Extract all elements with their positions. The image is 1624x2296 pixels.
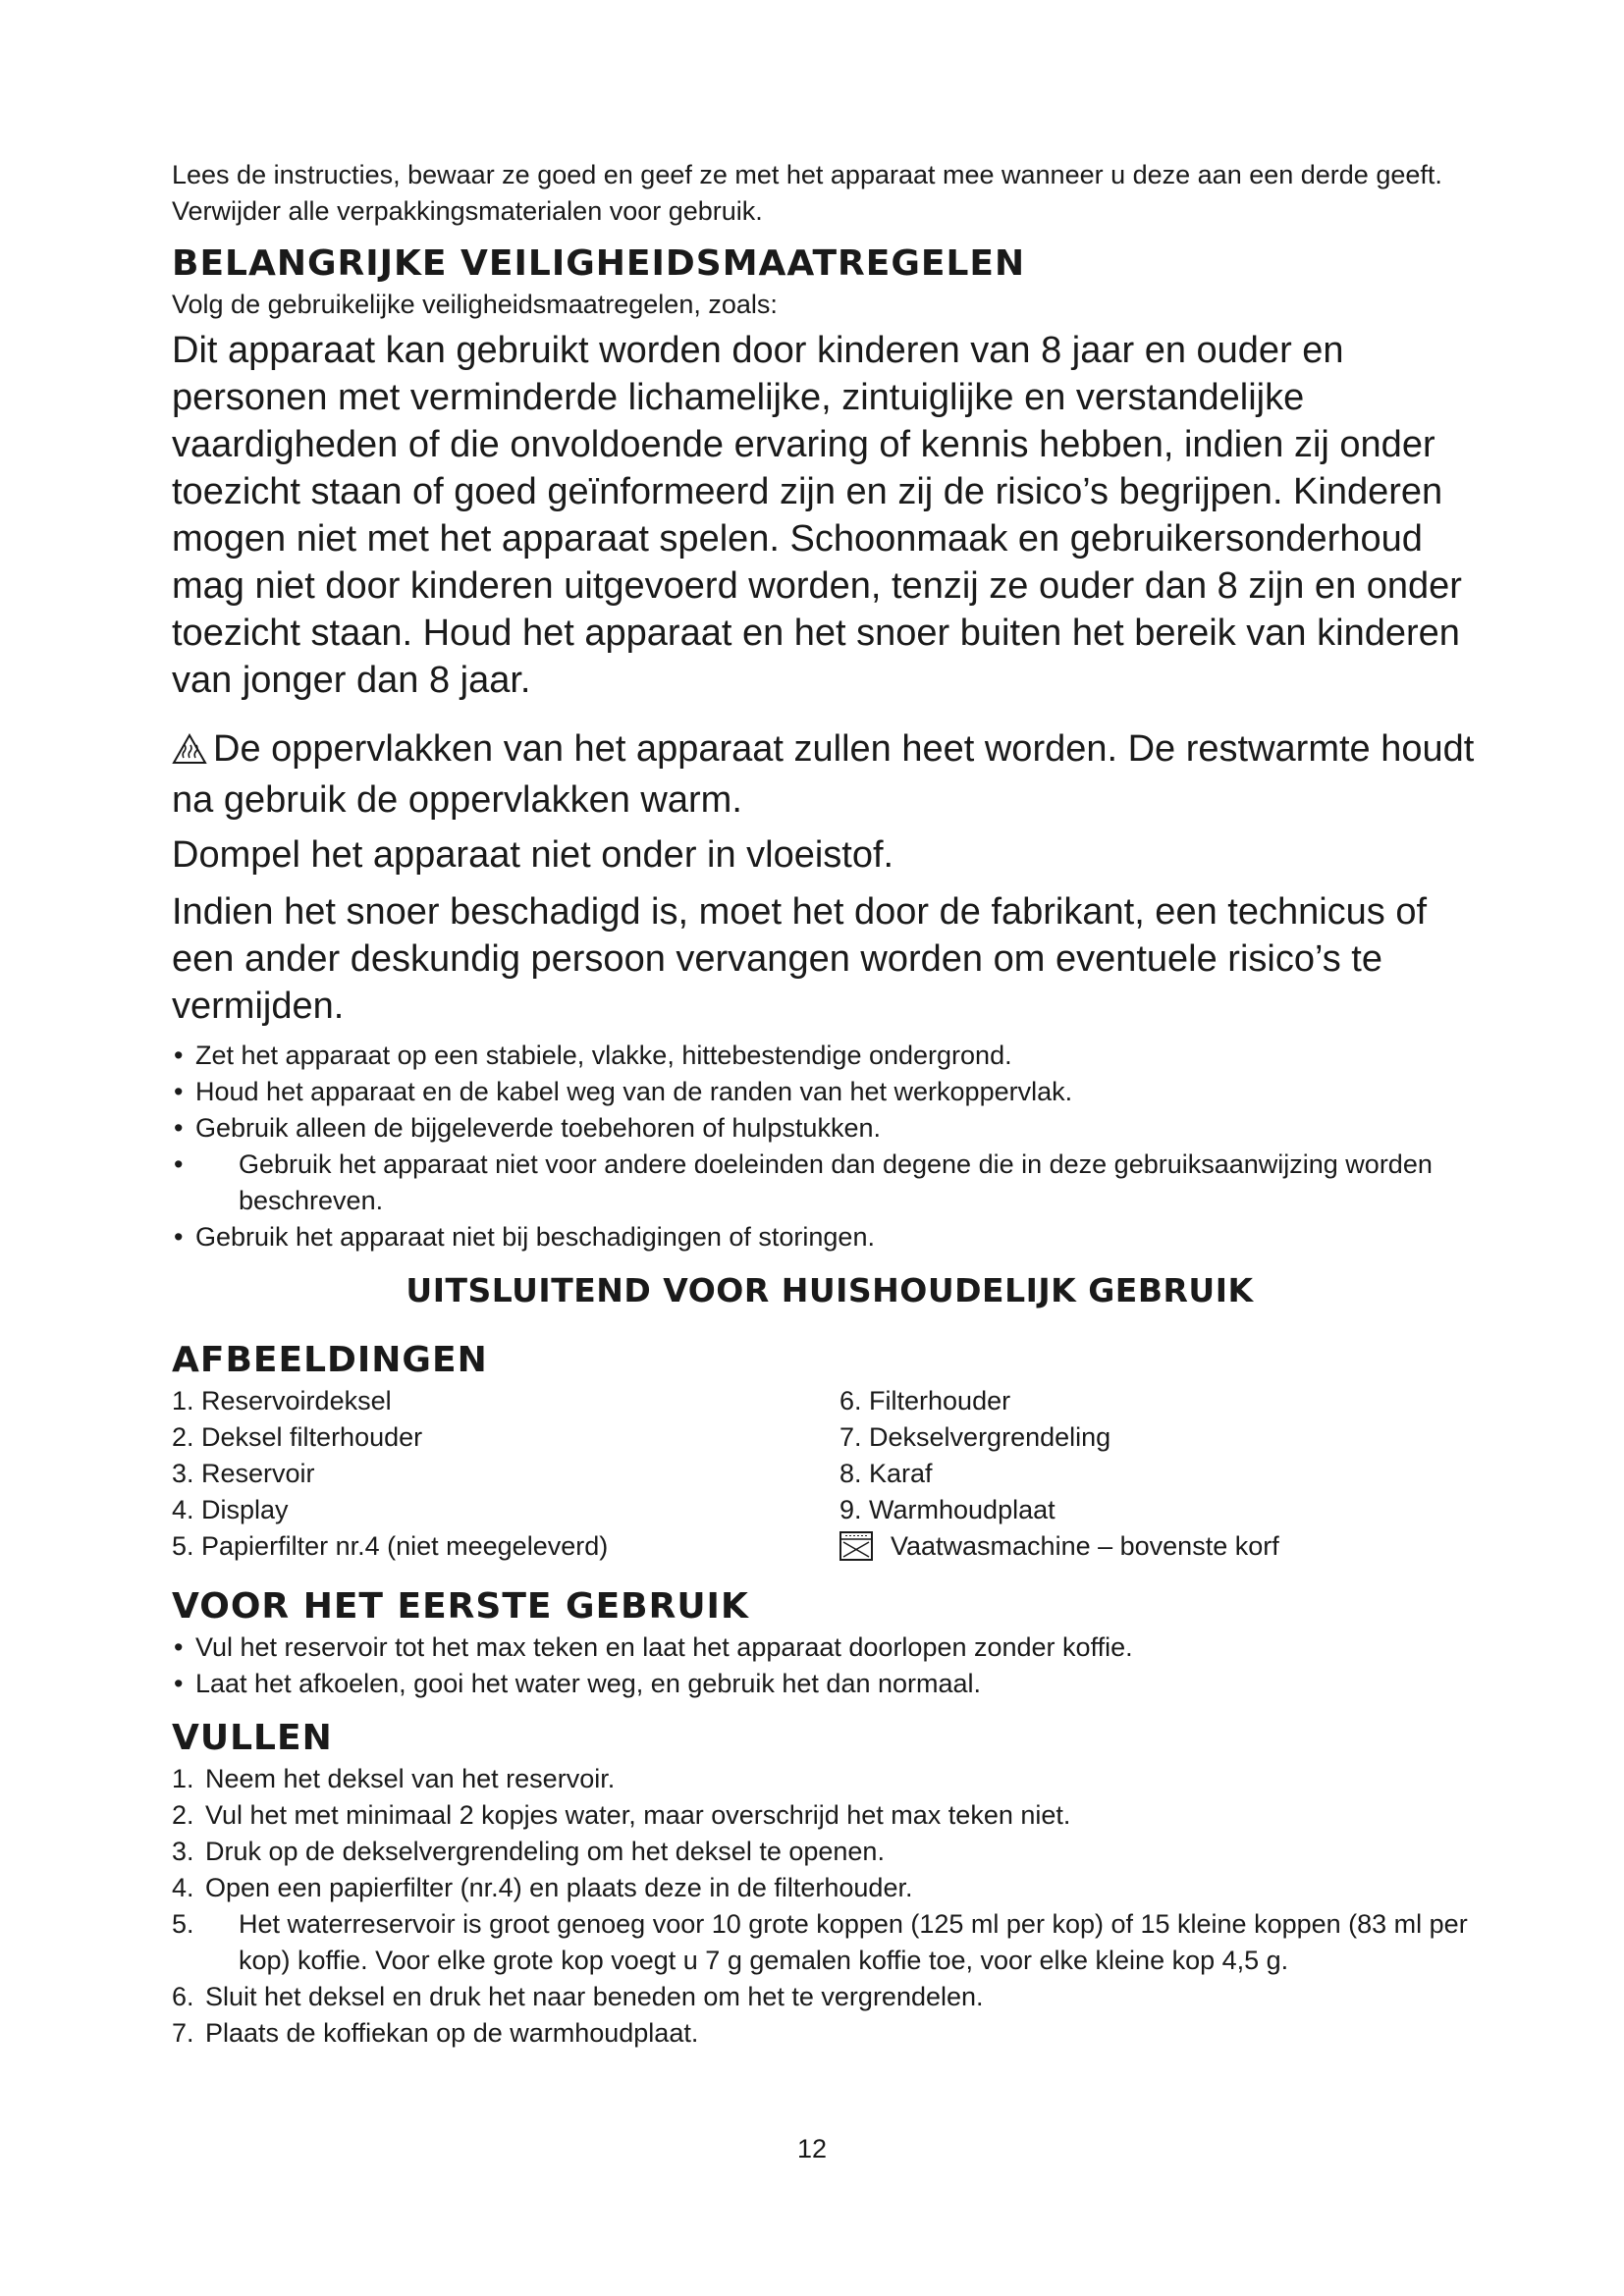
immerse-warning: Dompel het apparaat niet onder in vloeistof. (172, 834, 894, 876)
list-item (172, 1629, 1488, 1666)
list-item (172, 1797, 1488, 1834)
figure-item: 7. Dekselvergrendeling (839, 1422, 1111, 1452)
list-item (172, 1979, 1488, 2015)
list-item-text: Houd het apparaat en de kabel weg van de randen van het werkoppervlak. (195, 1077, 1073, 1106)
intro-line-1: Lees de instructies, bewaar ze goed en geef ze met het apparaat mee wanneer u deze aan een derde geeft. (172, 160, 1442, 189)
bullet-dot: • (174, 1669, 184, 1698)
list-item (172, 2015, 1488, 2052)
list-item (172, 1834, 1488, 1870)
cord-warning: Indien het snoer beschadigd is, moet het door de fabrikant, een technicus of een ander deskundig persoon vervangen worden om eventuele risico’s te vermijden. (172, 891, 1428, 1027)
list-item-text: Gebruik het apparaat niet voor andere doeleinden dan degene die in deze gebruiksaanwijzing worden beschreven. (239, 1149, 1433, 1215)
filling-steps (172, 1761, 1488, 2052)
first-use-list (172, 1629, 1488, 1702)
safety-subtitle: Volg de gebruikelijke veiligheidsmaatregelen, zoals: (172, 290, 778, 319)
step-text: Open een papierfilter (nr.4) en plaats deze in de filterhouder. (205, 1873, 913, 1902)
bullet-dot: • (174, 1077, 184, 1106)
figure-item: 3. Reservoir (172, 1459, 315, 1488)
step-text: Vul het met minimaal 2 kopjes water, maar overschrijd het max teken niet. (205, 1800, 1071, 1830)
list-item (172, 1147, 1488, 1219)
step-text: Neem het deksel van het reservoir. (205, 1764, 616, 1793)
figure-item: 6. Filterhouder (839, 1386, 1011, 1415)
step-text: Sluit het deksel en druk het naar beneden om het te vergrendelen. (205, 1982, 984, 2011)
step-number: 1. (172, 1764, 194, 1793)
step-number: 2. (172, 1800, 194, 1830)
step-text: Het waterreservoir is groot genoeg voor 10 grote koppen (125 ml per kop) of 15 kleine koppen (83 ml per kop) koffie. Voor elke grote kop voegt u 7 g gemalen koffie toe, voor elke kleine kop 4,5 g. (239, 1909, 1468, 1975)
safety-children-paragraph: Dit apparaat kan gebruikt worden door kinderen van 8 jaar en ouder en personen met verminderde lichamelijke, zintuiglijke en verstandelijke vaardigheden of die onvoldoende ervaring of kennis hebben, indien zij onder toezicht staan of goed geïnformeerd zijn en zij de risico’s begrijpen. Kinderen mogen niet met het apparaat spelen. Schoonmaak en gebruikersonderhoud mag niet door kinderen uitgevoerd worden, tenzij ze ouder dan 8 zijn en onder toezicht staan. Houd het apparaat en het snoer buiten het bereik van kinderen van jonger dan 8 jaar. (172, 330, 1462, 701)
bullet-dot: • (174, 1222, 184, 1252)
bullet-dot: • (174, 1149, 184, 1179)
safety-title: BELANGRIJKE VEILIGHEIDSMAATREGELEN (172, 243, 1026, 284)
step-text: Plaats de koffiekan op de warmhoudplaat. (205, 2018, 699, 2048)
list-item-text: Vul het reservoir tot het max teken en laat het apparaat doorlopen zonder koffie. (195, 1632, 1133, 1662)
bullet-dot: • (174, 1041, 184, 1070)
hot-surface-warning (172, 725, 1488, 824)
household-use-heading: UITSLUITEND VOOR HUISHOUDELIJK GEBRUIK (406, 1271, 1254, 1309)
list-item (172, 1906, 1488, 1979)
list-item (172, 1038, 1488, 1074)
list-item (172, 1110, 1488, 1147)
figure-item: 8. Karaf (839, 1459, 933, 1488)
step-number: 3. (172, 1837, 194, 1866)
figures-right-column (839, 1383, 1488, 1571)
manual-page (172, 157, 1488, 2052)
list-item (172, 1666, 1488, 1702)
figure-item: 1. Reservoirdeksel (172, 1386, 392, 1415)
list-item-text: Gebruik alleen de bijgeleverde toebehoren of hulpstukken. (195, 1113, 881, 1143)
step-number: 7. (172, 2018, 194, 2048)
list-item (172, 1074, 1488, 1110)
list-item (172, 1761, 1488, 1797)
figures-left-column (172, 1383, 839, 1571)
dishwasher-text: Vaatwasmachine – bovenste korf (891, 1531, 1279, 1561)
list-item (172, 1219, 1488, 1255)
step-number: 5. (172, 1909, 194, 1939)
list-item-text: Laat het afkoelen, gooi het water weg, en gebruik het dan normaal. (195, 1669, 982, 1698)
hot-surface-warning-text: De oppervlakken van het apparaat zullen heet worden. De restwarmte houdt na gebruik de oppervlakken warm. (172, 728, 1475, 821)
figures-title: AFBEELDINGEN (172, 1340, 488, 1380)
dishwasher-item (839, 1528, 1488, 1571)
figure-item: 5. Papierfilter nr.4 (niet meegeleverd) (172, 1531, 609, 1561)
list-item (172, 1870, 1488, 1906)
step-text: Druk op de dekselvergrendeling om het deksel te openen. (205, 1837, 885, 1866)
page-number: 12 (796, 2134, 828, 2163)
filling-title: VULLEN (172, 1718, 333, 1758)
figure-item: 4. Display (172, 1495, 289, 1524)
list-item-text: Zet het apparaat op een stabiele, vlakke, hittebestendige ondergrond. (195, 1041, 1012, 1070)
first-use-title: VOOR HET EERSTE GEBRUIK (172, 1586, 749, 1627)
figures-list (172, 1383, 1488, 1571)
dishwasher-icon (839, 1531, 873, 1571)
step-number: 4. (172, 1873, 194, 1902)
bullet-dot: • (174, 1113, 184, 1143)
step-number: 6. (172, 1982, 194, 2011)
bullet-dot: • (174, 1632, 184, 1662)
hot-surface-warning-icon (172, 729, 207, 776)
figure-item: 2. Deksel filterhouder (172, 1422, 423, 1452)
figure-item: 9. Warmhoudplaat (839, 1495, 1056, 1524)
intro-line-2: Verwijder alle verpakkingsmaterialen voor gebruik. (172, 196, 763, 226)
safety-bullet-list (172, 1038, 1488, 1255)
list-item-text: Gebruik het apparaat niet bij beschadigingen of storingen. (195, 1222, 875, 1252)
